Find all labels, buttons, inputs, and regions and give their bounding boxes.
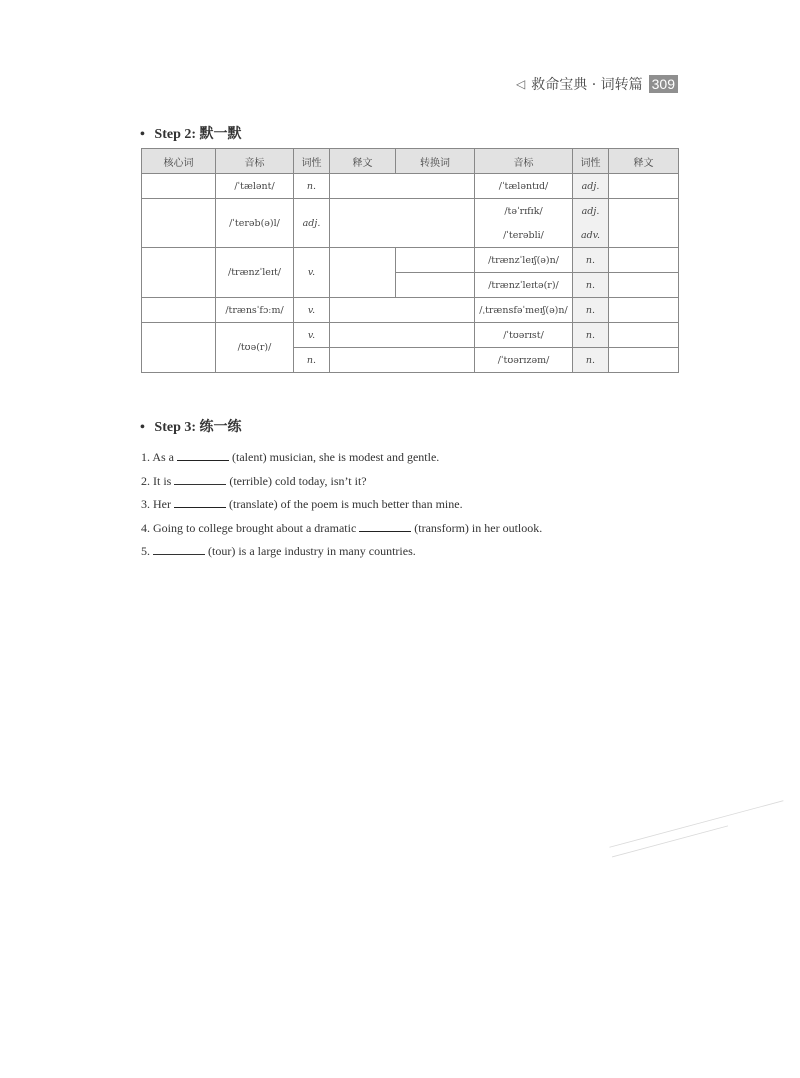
table-row	[142, 248, 679, 273]
conv-phonetic-cell: /ˈtæləntɪd/	[475, 174, 573, 199]
conv-phonetic-cell: /trænzˈleɪʃ(ə)n/	[475, 248, 573, 273]
header-cell: 核心词	[142, 149, 216, 174]
step2-title: 默一默	[199, 126, 242, 142]
header-cell: 音标	[216, 149, 294, 174]
pos-cell: adj.	[294, 199, 330, 248]
meaning-blank-cell	[330, 323, 475, 348]
meaning-blank-cell	[330, 199, 475, 248]
conv-phonetic-a: /təˈrɪfɪk/	[504, 205, 543, 217]
exercise-text: (translate) of the poem is much better than mine.	[226, 497, 463, 511]
header-cell: 转换词	[396, 149, 475, 174]
answer-blank[interactable]	[174, 473, 226, 485]
meaning-blank-cell	[330, 348, 475, 373]
conv-phonetic-cell: /trænzˈleɪtə(r)/	[475, 273, 573, 298]
pos-cell: v.	[294, 248, 330, 298]
answer-blank[interactable]	[359, 520, 411, 532]
conv-phonetic-b: /ˈterəbli/	[503, 229, 544, 241]
watermark	[606, 793, 797, 868]
page-number: 309	[649, 75, 678, 93]
conv-phonetic-cell: /ˌtrænsfəˈmeɪʃ(ə)n/	[475, 298, 573, 323]
header-cell: 音标	[475, 149, 573, 174]
conv-pos-cell: n.	[573, 298, 609, 323]
core-word-cell	[142, 199, 216, 248]
conv-meaning-cell	[609, 199, 679, 248]
pos-cell: v.	[294, 298, 330, 323]
exercise-text: 4. Going to college brought about a dramatic	[141, 520, 360, 535]
phonetic-cell: /ˈterəb(ə)l/	[216, 199, 294, 248]
conv-pos-b: adv.	[580, 229, 600, 241]
pos-cell: n.	[294, 348, 330, 373]
header-cell: 词性	[573, 149, 609, 174]
conv-pos-cell: n.	[573, 248, 609, 273]
table-row	[142, 199, 679, 248]
conv-phonetic-cell	[475, 199, 573, 248]
pos-cell: n.	[294, 174, 330, 199]
exercise-text: 2. It is	[141, 473, 175, 488]
meaning-blank-cell	[330, 174, 475, 199]
conv-word-cell	[396, 273, 475, 298]
exercise-item	[141, 446, 542, 470]
conv-pos-a: adj.	[581, 205, 600, 217]
phonetic-cell: /ˈtælənt/	[216, 174, 294, 199]
core-word-cell	[142, 323, 216, 373]
table-row	[142, 174, 679, 199]
exercise-item	[141, 540, 542, 564]
conv-phonetic-cell: /ˈtʊərɪzəm/	[475, 348, 573, 373]
exercise-text: 5.	[141, 544, 153, 558]
exercise-item	[141, 470, 542, 494]
phonetic-cell: /trænzˈleɪt/	[216, 248, 294, 298]
meaning-blank-cell	[330, 298, 475, 323]
page-header	[516, 74, 678, 94]
conv-meaning-cell	[609, 323, 679, 348]
answer-blank[interactable]	[153, 543, 205, 555]
exercise-list	[141, 446, 542, 564]
bullet-icon: •	[140, 420, 145, 435]
table-row	[142, 323, 679, 348]
bullet-icon: •	[140, 127, 145, 142]
phonetic-cell: /trænsˈfɔːm/	[216, 298, 294, 323]
exercise-item	[141, 493, 542, 517]
core-word-cell	[142, 298, 216, 323]
step3-heading	[140, 416, 242, 436]
step3-title: 练一练	[199, 419, 242, 435]
answer-blank[interactable]	[177, 449, 229, 461]
header-title: 救命宝典 · 词转篇	[531, 77, 643, 93]
conv-pos-cell: n.	[573, 323, 609, 348]
exercise-item	[141, 517, 542, 541]
exercise-text: 1. As a	[141, 450, 177, 464]
step2-heading	[140, 123, 242, 143]
exercise-text: (talent) musician, she is modest and gentle.	[229, 450, 440, 464]
conv-meaning-cell	[609, 348, 679, 373]
pos-cell: v.	[294, 323, 330, 348]
conv-pos-cell	[573, 199, 609, 248]
exercise-text: (tour) is a large industry in many countries.	[205, 544, 416, 558]
exercise-text: (terrible) cold today, isn’t it?	[226, 473, 367, 488]
conv-meaning-cell	[609, 248, 679, 273]
header-cell: 词性	[294, 149, 330, 174]
watermark-scribble	[606, 793, 796, 865]
step3-label: Step 3:	[154, 420, 197, 435]
conv-meaning-cell	[609, 174, 679, 199]
table-row	[142, 298, 679, 323]
meaning-blank-cell	[330, 248, 396, 298]
conv-phonetic-cell: /ˈtʊərɪst/	[475, 323, 573, 348]
conv-pos-cell: n.	[573, 348, 609, 373]
exercise-text: 3. Her	[141, 497, 174, 511]
core-word-cell	[142, 174, 216, 199]
conv-word-cell	[396, 248, 475, 273]
header-cell: 释文	[609, 149, 679, 174]
header-cell: 释文	[330, 149, 396, 174]
step2-label: Step 2:	[154, 127, 197, 142]
conv-pos-cell: adj.	[573, 174, 609, 199]
answer-blank[interactable]	[174, 496, 226, 508]
exercise-text: (transform) in her outlook.	[411, 520, 543, 535]
core-word-cell	[142, 248, 216, 298]
table-header-row	[142, 149, 679, 174]
conv-meaning-cell	[609, 273, 679, 298]
vocab-table	[141, 148, 679, 373]
conv-meaning-cell	[609, 298, 679, 323]
triangle-left-icon: ◁	[516, 77, 526, 91]
phonetic-cell: /tʊə(r)/	[216, 323, 294, 373]
conv-pos-cell: n.	[573, 273, 609, 298]
